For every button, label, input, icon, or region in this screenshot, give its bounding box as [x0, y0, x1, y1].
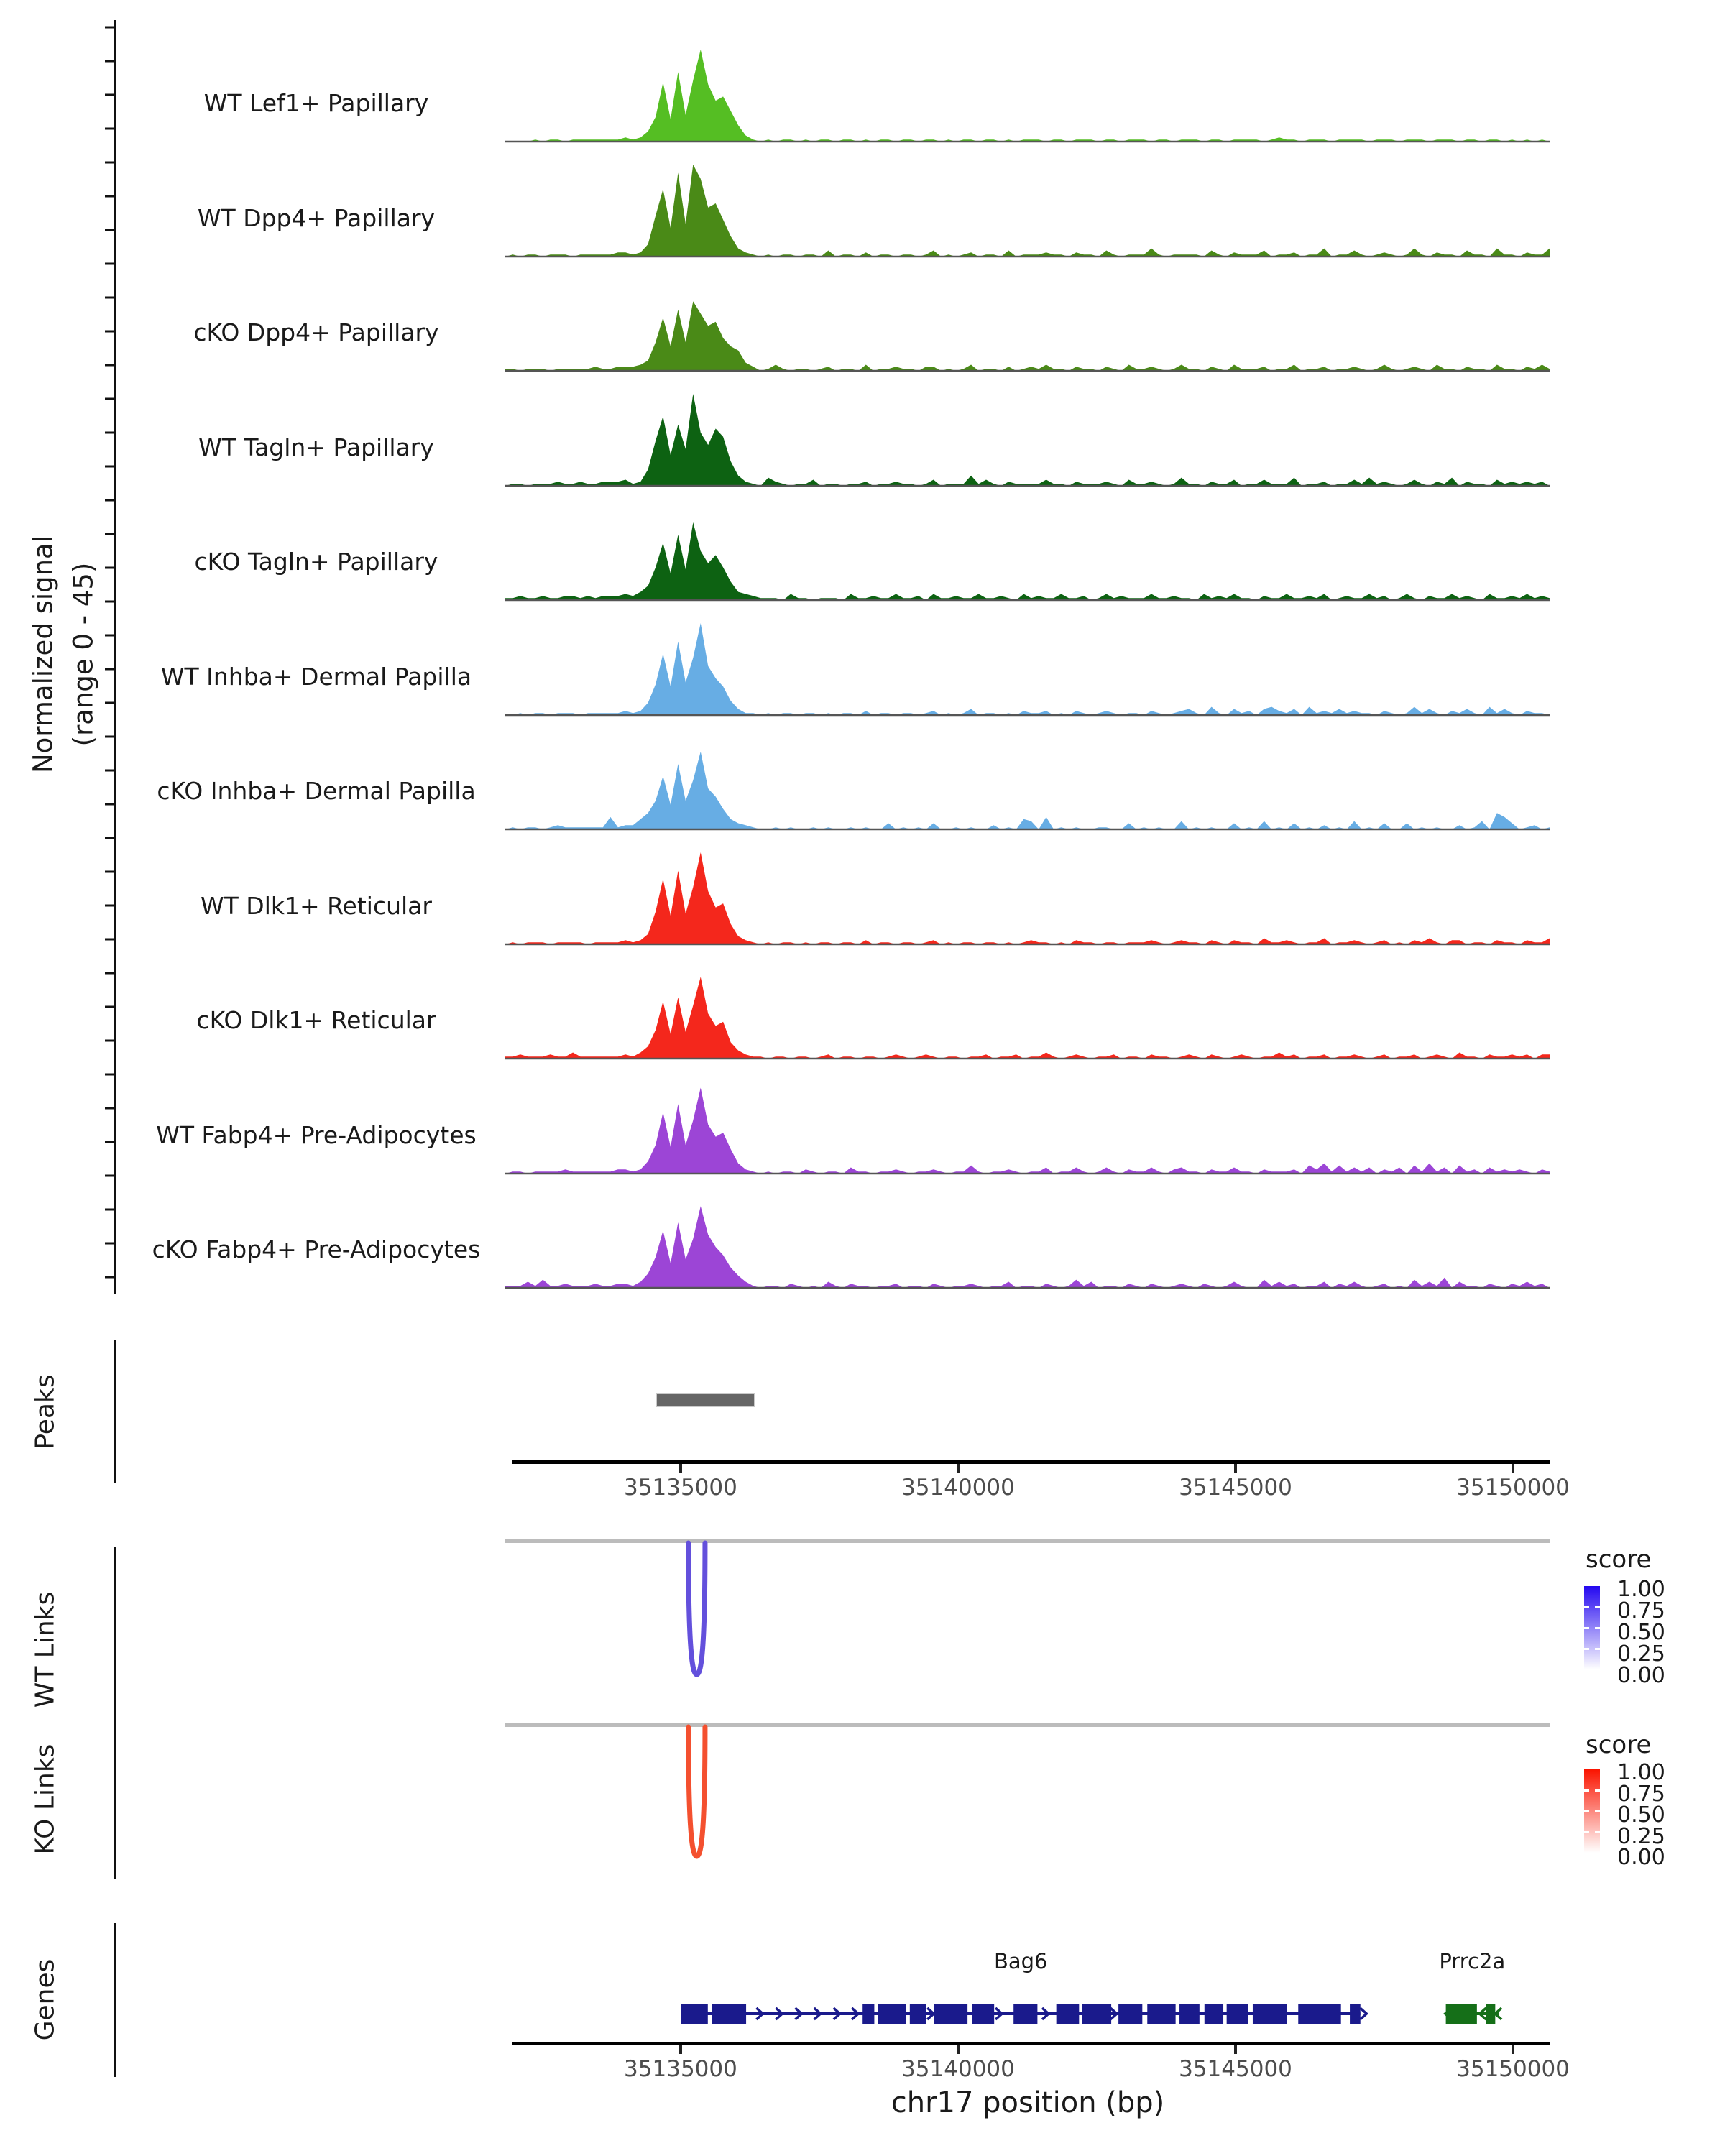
- gene-exon: [910, 2004, 926, 2024]
- signal-area: [505, 852, 1550, 944]
- track-label: cKO Dpp4+ Papillary: [193, 318, 439, 346]
- coverage-track-svg: [505, 729, 1550, 831]
- signal-area: [505, 522, 1550, 600]
- score-gradient-tick: [1584, 1648, 1589, 1650]
- score-legend-tick-label: 1.00: [1617, 1760, 1665, 1785]
- signal-area: [505, 752, 1550, 829]
- link-loop: [689, 1543, 705, 1674]
- peak-bar: [656, 1393, 755, 1407]
- gene-exon: [862, 2004, 874, 2024]
- signal-area: [505, 50, 1550, 142]
- wt-links-section-label: WT Links: [30, 1591, 60, 1708]
- track-label: WT Fabp4+ Pre-Adipocytes: [156, 1121, 477, 1149]
- track-label: cKO Tagln+ Papillary: [194, 548, 438, 576]
- axis-tick-label: 35135000: [624, 2056, 737, 2082]
- gene-exon: [1118, 2004, 1142, 2024]
- track-label: WT Inhba+ Dermal Papilla: [160, 663, 472, 691]
- axis-tick: [679, 2045, 682, 2054]
- wt-links-bracket: [114, 1547, 116, 1728]
- ko-links-bracket: [114, 1728, 116, 1879]
- gene-exon: [1057, 2004, 1080, 2024]
- coverage-track-svg: [505, 385, 1550, 487]
- gene-exon: [934, 2004, 967, 2024]
- axis-tick-label: 35145000: [1179, 2056, 1292, 2082]
- score-legend-title: score: [1586, 1731, 1652, 1759]
- genes-section-label: Genes: [30, 1958, 60, 2041]
- axis-tick-label: 35150000: [1456, 1475, 1570, 1501]
- gene-models-svg: [505, 1996, 1550, 2034]
- axis-tick-label: 35140000: [901, 1475, 1015, 1501]
- peaks-section-label: Peaks: [30, 1374, 60, 1450]
- gene-exon: [1253, 2004, 1287, 2024]
- track-label: WT Dpp4+ Papillary: [197, 204, 436, 232]
- signal-area: [505, 1088, 1550, 1174]
- axis-tick: [1234, 1464, 1237, 1473]
- gene-exon: [1205, 2004, 1223, 2024]
- gene-strand-chevron-icon: [1360, 2008, 1366, 2019]
- track-label: WT Dlk1+ Reticular: [201, 892, 432, 920]
- gene-exon: [1082, 2004, 1111, 2024]
- score-legend-tick-label: 0.50: [1617, 1802, 1665, 1828]
- score-legend-tick-label: 0.50: [1617, 1620, 1665, 1645]
- score-legend-tick-label: 0.00: [1617, 1663, 1665, 1688]
- score-legend-title: score: [1586, 1545, 1652, 1574]
- gene-exon: [1013, 2004, 1037, 2024]
- gene-exon: [1298, 2004, 1340, 2024]
- coverage-track-svg: [505, 156, 1550, 258]
- score-legend-tick-label: 0.25: [1617, 1823, 1665, 1849]
- track-label: cKO Fabp4+ Pre-Adipocytes: [152, 1235, 481, 1263]
- signal-area: [505, 301, 1550, 371]
- score-gradient-tick: [1584, 1606, 1589, 1608]
- axis-tick-label: 35150000: [1456, 2056, 1570, 2082]
- link-loops-svg: [505, 1543, 1550, 1682]
- gene-name-label: Bag6: [993, 1949, 1048, 1973]
- gene-exon: [1227, 2004, 1248, 2024]
- axis-tick: [957, 1464, 960, 1473]
- signal-area: [505, 394, 1550, 486]
- axis-tick: [1512, 2045, 1514, 2054]
- score-legend-tick-label: 0.75: [1617, 1781, 1665, 1807]
- axis-line: [512, 1460, 1550, 1464]
- coverage-track-svg: [505, 614, 1550, 717]
- axis-tick-label: 35135000: [624, 1475, 737, 1501]
- coverage-track-svg: [505, 1073, 1550, 1175]
- score-gradient-tick: [1584, 1627, 1589, 1629]
- gene-exon: [1147, 2004, 1175, 2024]
- gene-exon: [972, 2004, 994, 2024]
- track-label: WT Tagln+ Papillary: [198, 433, 434, 461]
- coverage-track-svg: [505, 958, 1550, 1060]
- signal-area: [505, 977, 1550, 1059]
- coverage-track-svg: [505, 1187, 1550, 1289]
- gene-exon: [1350, 2004, 1361, 2024]
- y-axis-label-line1: Normalized signal: [27, 535, 59, 774]
- axis-tick: [1234, 2045, 1237, 2054]
- axis-tick: [679, 1464, 682, 1473]
- score-gradient-tick: [1584, 1810, 1589, 1812]
- signal-area: [505, 623, 1550, 715]
- axis-line: [512, 2042, 1550, 2045]
- y-axis-label-line2: (range 0 - 45): [68, 562, 98, 747]
- gene-exon: [1446, 2004, 1477, 2024]
- y-axis-label: [24, 224, 104, 1086]
- peaks-bracket: [114, 1340, 116, 1483]
- track-label: WT Lef1+ Papillary: [203, 89, 429, 117]
- x-axis-title: chr17 position (bp): [891, 2086, 1165, 2119]
- axis-tick-label: 35145000: [1179, 1475, 1292, 1501]
- score-legend-tick-label: 0.25: [1617, 1641, 1665, 1667]
- gene-exon: [712, 2004, 746, 2024]
- coverage-track-svg: [505, 270, 1550, 372]
- axis-tick: [1512, 1464, 1514, 1473]
- gene-exon: [878, 2004, 906, 2024]
- score-gradient-tick: [1584, 1831, 1589, 1833]
- axis-tick-label: 35140000: [901, 2056, 1015, 2082]
- score-gradient-tick: [1584, 1789, 1589, 1792]
- coverage-track-svg: [505, 844, 1550, 946]
- link-loop: [689, 1727, 705, 1856]
- score-gradient-tick: [1595, 1831, 1600, 1833]
- track-label: cKO Dlk1+ Reticular: [196, 1006, 436, 1034]
- coverage-track-svg: [505, 499, 1550, 602]
- signal-ruler: [102, 20, 119, 1296]
- signal-area: [505, 1206, 1550, 1288]
- signal-area: [505, 165, 1550, 257]
- score-gradient-tick: [1595, 1648, 1600, 1650]
- score-gradient-tick: [1595, 1606, 1600, 1608]
- link-loops-svg: [505, 1727, 1550, 1864]
- score-legend-tick-label: 0.75: [1617, 1598, 1665, 1623]
- gene-exon: [681, 2004, 708, 2024]
- gene-exon: [1179, 2004, 1200, 2024]
- score-legend-tick-label: 1.00: [1617, 1577, 1665, 1602]
- gene-name-label: Prrc2a: [1439, 1949, 1506, 1973]
- score-legend-tick-label: 0.00: [1617, 1845, 1665, 1870]
- score-gradient-tick: [1595, 1627, 1600, 1629]
- coverage-track-svg: [505, 41, 1550, 143]
- axis-tick: [957, 2045, 960, 2054]
- score-gradient-tick: [1595, 1789, 1600, 1792]
- score-gradient-tick: [1595, 1810, 1600, 1812]
- track-label: cKO Inhba+ Dermal Papilla: [157, 777, 476, 805]
- ko-links-section-label: KO Links: [30, 1743, 60, 1855]
- genes-bracket: [114, 1923, 116, 2077]
